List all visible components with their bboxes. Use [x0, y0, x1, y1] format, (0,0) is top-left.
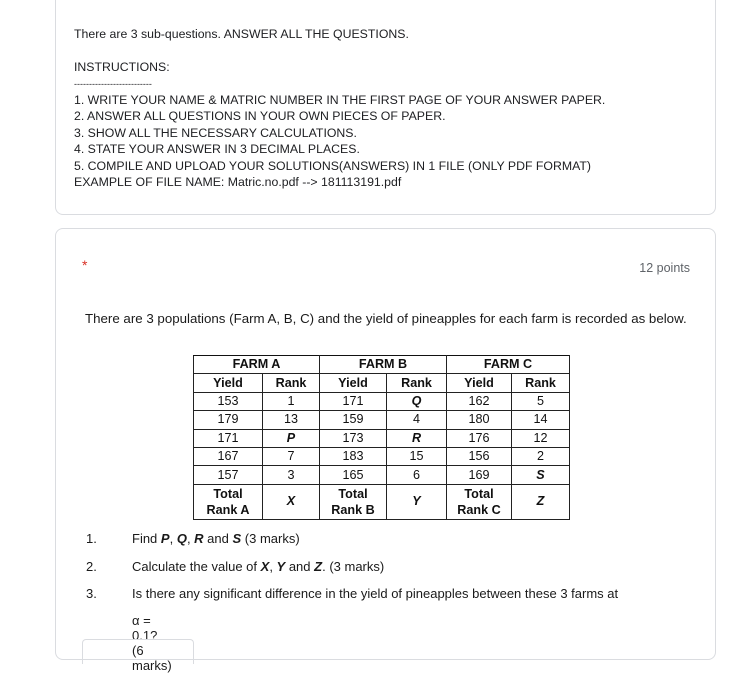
- task-number: 1.: [86, 531, 97, 546]
- task-text: Is there any significant difference in the yield of pineapples between these 3 farms at: [132, 586, 619, 601]
- table-cell: 1: [263, 392, 320, 410]
- unknown-r-cell: R: [387, 429, 447, 447]
- instruction-item: EXAMPLE OF FILE NAME: Matric.no.pdf --> 181113191.pdf: [74, 175, 402, 189]
- answer-upload-field[interactable]: [82, 639, 194, 664]
- instructions-heading: INSTRUCTIONS:: [74, 60, 170, 74]
- table-row: [194, 466, 570, 484]
- unknown-s-cell: S: [512, 466, 570, 484]
- table-cell: 179: [194, 411, 263, 429]
- table-cell: 171: [194, 429, 263, 447]
- col-header: Rank: [387, 374, 447, 392]
- table-cell: 171: [320, 392, 387, 410]
- table-cell: 176: [447, 429, 512, 447]
- table-row: [194, 429, 570, 447]
- table-cell: 12: [512, 429, 570, 447]
- table-cell: 14: [512, 411, 570, 429]
- col-header: Rank: [512, 374, 570, 392]
- farm-c-header: FARM C: [447, 356, 570, 374]
- total-z-cell: Z: [512, 484, 570, 519]
- table-cell: 153: [194, 392, 263, 410]
- required-asterisk: *: [82, 257, 88, 273]
- total-rank-b-label: Total Rank B: [320, 484, 387, 519]
- farm-b-header: FARM B: [320, 356, 447, 374]
- table-cell: 4: [387, 411, 447, 429]
- points-label: 12 points: [639, 261, 690, 275]
- total-rank-c-label: Total Rank C: [447, 484, 512, 519]
- task-text: Calculate the value of X, Y and Z. (3 marks): [132, 558, 385, 574]
- task-number: 3.: [86, 586, 97, 601]
- table-cell: 162: [447, 392, 512, 410]
- table-cell: 169: [447, 466, 512, 484]
- instructions-text: [74, 26, 605, 191]
- instruction-item: 2. ANSWER ALL QUESTIONS IN YOUR OWN PIECES OF PAPER.: [74, 109, 446, 123]
- totals-row: [194, 484, 570, 519]
- col-header: Yield: [320, 374, 387, 392]
- table-cell: 173: [320, 429, 387, 447]
- table-cell: 2: [512, 447, 570, 465]
- farm-a-header: FARM A: [194, 356, 320, 374]
- instructions-card: [55, 0, 716, 215]
- table-cell: 6: [387, 466, 447, 484]
- farms-rank-table: [193, 355, 570, 520]
- question-card: [55, 228, 716, 673]
- instruction-item: 5. COMPILE AND UPLOAD YOUR SOLUTIONS(ANSWERS) IN 1 FILE (ONLY PDF FORMAT): [74, 158, 592, 173]
- table-cell: 157: [194, 466, 263, 484]
- unknown-q-cell: Q: [387, 392, 447, 410]
- instruction-item: 3. SHOW ALL THE NECESSARY CALCULATIONS.: [74, 125, 357, 140]
- table-cell: 180: [447, 411, 512, 429]
- unknown-p-cell: P: [263, 429, 320, 447]
- total-x-cell: X: [263, 484, 320, 519]
- table-cell: 159: [320, 411, 387, 429]
- col-header: Yield: [194, 374, 263, 392]
- table-cell: 13: [263, 411, 320, 429]
- col-header: Rank: [263, 374, 320, 392]
- instructions-divider: --------------------------: [74, 78, 152, 89]
- total-y-cell: Y: [387, 484, 447, 519]
- instruction-item: 1. WRITE YOUR NAME & MATRIC NUMBER IN THE FIRST PAGE OF YOUR ANSWER PAPER.: [74, 92, 606, 107]
- table-cell: 15: [387, 447, 447, 465]
- table-row: [194, 411, 570, 429]
- table-cell: 5: [512, 392, 570, 410]
- table-row: [194, 392, 570, 410]
- table-cell: 3: [263, 466, 320, 484]
- table-cell: 156: [447, 447, 512, 465]
- instruction-item: 4. STATE YOUR ANSWER IN 3 DECIMAL PLACES.: [74, 142, 360, 156]
- table-cell: 183: [320, 447, 387, 465]
- question-description: There are 3 populations (Farm A, B, C) and the yield of pineapples for each farm is recorded as below.: [85, 311, 687, 326]
- intro-line: There are 3 sub-questions. ANSWER ALL THE QUESTIONS.: [74, 27, 409, 41]
- task-number: 2.: [86, 558, 97, 574]
- table-cell: 167: [194, 447, 263, 465]
- col-header: Yield: [447, 374, 512, 392]
- task-text-continued: α = 0.1? (6 marks): [132, 613, 172, 673]
- table-cell: 165: [320, 466, 387, 484]
- task-text: Find P, Q, R and S (3 marks): [132, 531, 300, 546]
- total-rank-a-label: Total Rank A: [194, 484, 263, 519]
- table-row: [194, 447, 570, 465]
- table-cell: 7: [263, 447, 320, 465]
